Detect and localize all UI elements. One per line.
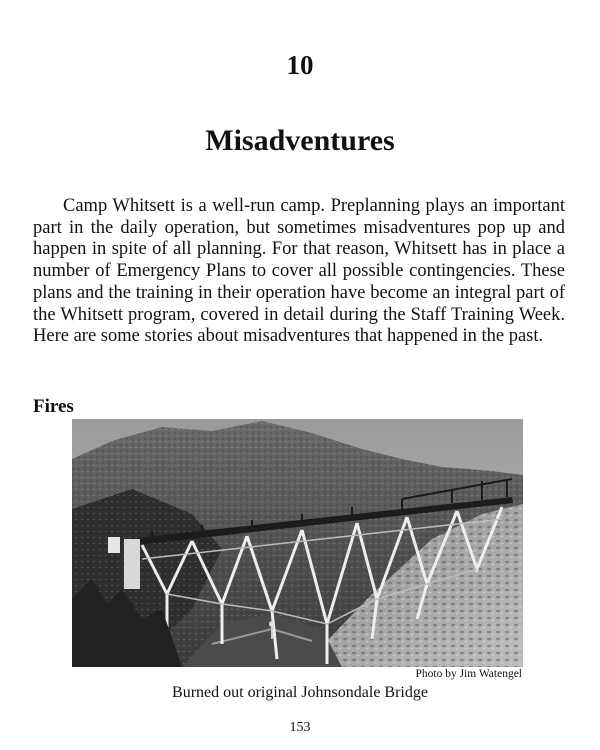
chapter-number: 10	[286, 50, 314, 80]
page-number: 153	[289, 720, 311, 735]
photo-caption: Burned out original Johnsondale Bridge	[172, 684, 428, 701]
body-paragraph: Camp Whitsett is a well-run camp. Preplanning plays an important part in the daily operation, but sometimes misadventures pop up and happen in spite of all planning. For that reason, Whitsett has in place a number of Emergency Plans to cover all possible contingencies. These plans and the training in their operation have become an integral part of the Whitsett program, covered in detail during the Staff Training Week. Here are some stories about misadventures that happened in the past.	[33, 196, 565, 347]
bridge-photo-illustration	[72, 419, 523, 667]
bridge-photo	[72, 419, 523, 667]
photo-credit: Photo by Jim Watengel	[415, 668, 522, 680]
section-heading: Fires	[33, 396, 74, 417]
chapter-title: Misadventures	[205, 124, 395, 157]
